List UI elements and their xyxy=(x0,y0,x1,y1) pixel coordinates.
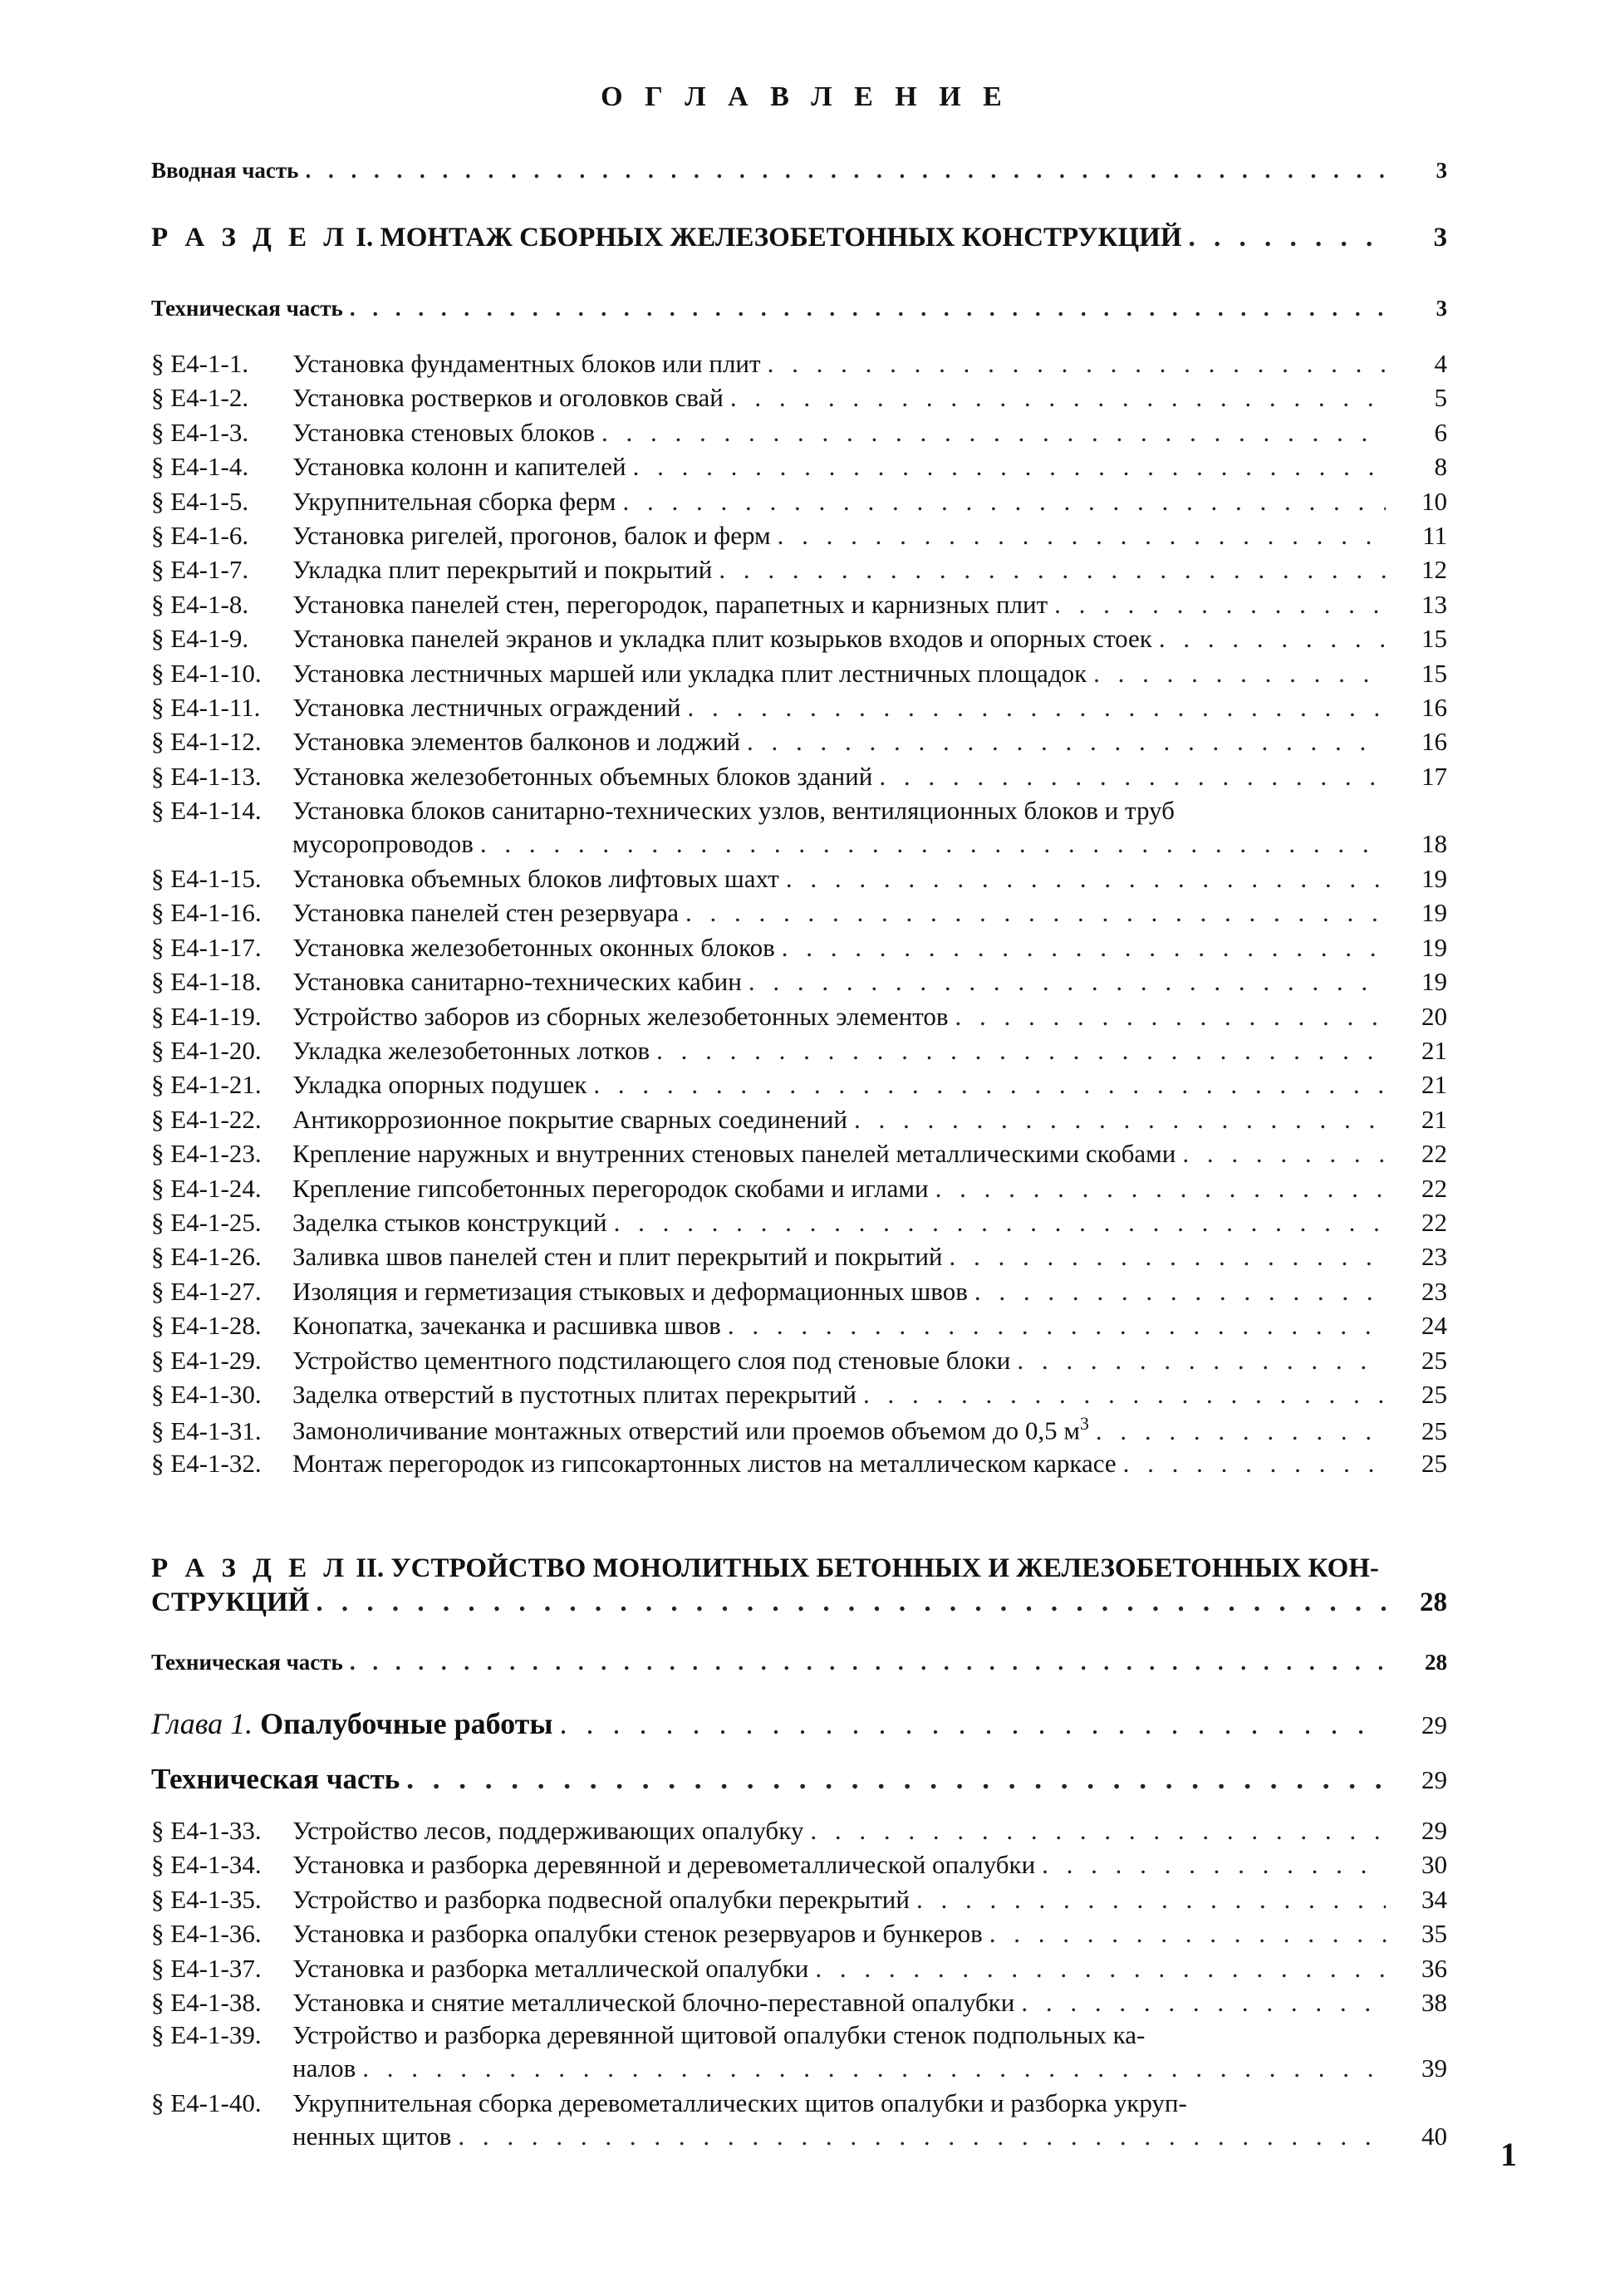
leader-dots xyxy=(559,1706,1386,1741)
toc-page-number: 25 xyxy=(1421,1415,1447,1445)
entry-code: § Е4-1-13. xyxy=(151,761,262,791)
entry-title: Установка и разборка металлической опалубки xyxy=(292,1953,809,1983)
entry-code: § Е4-1-35. xyxy=(151,1884,262,1914)
entry-code: § Е4-1-15. xyxy=(151,864,262,893)
leader-dots xyxy=(633,452,1386,482)
toc-chapter-1[interactable] xyxy=(151,1706,1447,1741)
entry-code: § Е4-1-19. xyxy=(151,1001,262,1031)
entry-code: § Е4-1-3. xyxy=(151,417,249,447)
entry-title: Конопатка, зачеканка и расшивка швов xyxy=(292,1311,721,1341)
toc-entry[interactable] xyxy=(151,1449,1447,1479)
chapter-prefix: Глава 1. xyxy=(151,1707,253,1740)
toc-entry[interactable] xyxy=(151,1919,1447,1949)
toc-page-number: 17 xyxy=(1421,761,1447,791)
entry-title: Укладка плит перекрытий и покрытий xyxy=(292,555,713,585)
leader-dots xyxy=(362,2053,1386,2083)
entry-title-continued: налов xyxy=(292,2053,356,2083)
leader-dots xyxy=(1096,1416,1386,1446)
entry-code: § Е4-1-33. xyxy=(151,1816,262,1845)
entry-title: Установка стеновых блоков xyxy=(292,417,595,447)
entry-title: Установка ригелей, прогонов, балок и ферм xyxy=(292,521,771,550)
toc-entry[interactable] xyxy=(151,418,1447,448)
leader-dots xyxy=(778,521,1386,551)
entry-code: § Е4-1-40. xyxy=(151,2088,262,2117)
leader-dots xyxy=(1123,1449,1386,1479)
leader-dots xyxy=(656,1036,1386,1066)
leader-dots xyxy=(350,296,1386,321)
leader-dots xyxy=(1021,1988,1386,2018)
entry-code: § Е4-1-21. xyxy=(151,1070,262,1100)
leader-dots xyxy=(480,829,1386,859)
chapter-title: Опалубочные работы xyxy=(260,1707,553,1740)
toc-page-number: 25 xyxy=(1421,1448,1447,1478)
leader-dots xyxy=(730,383,1386,413)
entry-code: § Е4-1-31. xyxy=(151,1415,262,1445)
toc-entry[interactable] xyxy=(151,933,1447,963)
entry-code: § Е4-1-38. xyxy=(151,1988,262,2017)
entry-title: Установка панелей экранов и укладка плит козырьков входов и опорных стоек xyxy=(292,624,1152,654)
leader-dots xyxy=(815,1954,1386,1984)
toc-page-number: 22 xyxy=(1421,1208,1447,1237)
entry-title: Укладка опорных подушек xyxy=(292,1070,587,1100)
page-number: 1 xyxy=(1500,2136,1517,2173)
toc-page-number: 25 xyxy=(1421,1345,1447,1375)
leader-dots xyxy=(350,1650,1386,1675)
entry-title: Установка панелей стен резервуара xyxy=(292,898,679,928)
leader-dots xyxy=(935,1174,1386,1204)
entry-code: § Е4-1-1. xyxy=(151,349,249,378)
toc-entry[interactable] xyxy=(151,624,1447,654)
toc-entry[interactable] xyxy=(151,555,1447,585)
entry-code: § Е4-1-20. xyxy=(151,1036,262,1065)
toc-page-number: 24 xyxy=(1421,1311,1447,1341)
entry-code: § Е4-1-6. xyxy=(151,521,249,550)
entry-title: Укрупнительная сборка деревометаллических щитов опалубки и разборка укруп- xyxy=(292,2088,1187,2117)
entry-code: § Е4-1-24. xyxy=(151,1173,262,1203)
entry-code: § Е4-1-17. xyxy=(151,932,262,962)
toc-page-number: 13 xyxy=(1421,589,1447,619)
entry-title: Изоляция и герметизация стыковых и деформационных швов xyxy=(292,1276,968,1306)
leader-dots xyxy=(1189,223,1387,253)
entry-title: Установка колонн и капителей xyxy=(292,452,626,482)
leader-dots xyxy=(1017,1346,1386,1376)
toc-page-number: 16 xyxy=(1421,727,1447,757)
toc-page-number: 22 xyxy=(1421,1173,1447,1203)
toc-page-number: 4 xyxy=(1434,349,1447,378)
leader-dots xyxy=(810,1816,1386,1846)
toc-page-number: 3 xyxy=(1433,223,1447,253)
entry-code: § Е4-1-39. xyxy=(151,2020,262,2049)
entry-code: § Е4-1-11. xyxy=(151,693,261,722)
entry-code: § Е4-1-34. xyxy=(151,1850,262,1880)
leader-dots xyxy=(719,555,1386,585)
section-title: I. МОНТАЖ СБОРНЫХ ЖЕЛЕЗОБЕТОННЫХ КОНСТРУКЦИЙ xyxy=(356,223,1182,253)
entry-title: Установка и снятие металлической блочно-переставной опалубки xyxy=(292,1988,1015,2017)
entry-code: § Е4-1-16. xyxy=(151,898,262,928)
entry-title: Установка объемных блоков лифтовых шахт xyxy=(292,864,779,893)
entry-title: Антикоррозионное покрытие сварных соединений xyxy=(292,1104,848,1134)
leader-dots xyxy=(768,349,1386,379)
entry-title: Установка ростверков и оголовков свай xyxy=(292,383,724,413)
entry-title: Заделка стыков конструкций xyxy=(292,1208,607,1237)
entry-title: Установка санитарно-технических кабин xyxy=(292,967,742,997)
entry-title: Заливка швов панелей стен и плит перекрытий и покрытий xyxy=(292,1242,943,1272)
leader-dots xyxy=(950,1242,1386,1272)
toc-entry[interactable] xyxy=(151,1242,1447,1272)
leader-dots xyxy=(614,1208,1386,1238)
toc-entry[interactable] xyxy=(151,1174,1447,1204)
entry-title: Установка и разборка опалубки стенок резервуаров и бункеров xyxy=(292,1919,983,1949)
toc-entry[interactable] xyxy=(151,727,1447,757)
toc-entry[interactable] xyxy=(151,864,1447,894)
toc-page-number: 38 xyxy=(1421,1988,1447,2017)
entry-code: § Е4-1-27. xyxy=(151,1276,262,1306)
entry-code: § Е4-1-26. xyxy=(151,1242,262,1272)
leader-dots xyxy=(782,933,1386,963)
superscript: 3 xyxy=(1080,1414,1089,1435)
toc-entry[interactable] xyxy=(151,693,1447,723)
entry-title: Монтаж перегородок из гипсокартонных листов на металлическом каркасе xyxy=(292,1448,1117,1478)
toc-technical-part[interactable] xyxy=(151,296,1447,321)
entry-title: Установка и разборка деревянной и деревометаллической опалубки xyxy=(292,1850,1036,1880)
toc-page-number: 15 xyxy=(1421,658,1447,688)
entry-title: Замоноличивание монтажных отверстий или проемов объемом до 0,5 м xyxy=(292,1415,1081,1445)
toc-page-number: 30 xyxy=(1421,1850,1447,1880)
entry-title: Укрупнительная сборка ферм xyxy=(292,486,616,516)
leader-dots xyxy=(749,967,1386,997)
toc-page-number: 29 xyxy=(1421,1710,1447,1739)
entry-title: Крепление наружных и внутренних стеновых панелей металлическими скобами xyxy=(292,1139,1176,1169)
toc-page-number: 21 xyxy=(1421,1104,1447,1134)
toc-entry[interactable] xyxy=(151,1277,1447,1307)
toc-page-number: 34 xyxy=(1421,1884,1447,1914)
toc-technical-label: Техническая часть xyxy=(151,296,343,321)
toc-entry[interactable] xyxy=(151,796,1447,859)
entry-code: § Е4-1-30. xyxy=(151,1380,262,1409)
entry-code: § Е4-1-18. xyxy=(151,967,262,997)
toc-page-number: 3 xyxy=(1436,296,1447,321)
toc-entry[interactable] xyxy=(151,1380,1447,1410)
entry-title: Устройство цементного подстилающего слоя под стеновые блоки xyxy=(292,1345,1011,1375)
entry-title: Устройство лесов, поддерживающих опалубку xyxy=(292,1816,804,1845)
entry-title: Установка элементов балконов и лоджий xyxy=(292,727,740,757)
toc-page-number: 36 xyxy=(1421,1953,1447,1983)
entry-code: § Е4-1-8. xyxy=(151,589,249,619)
leader-dots xyxy=(687,693,1386,723)
leader-dots xyxy=(458,2122,1386,2151)
entry-code: § Е4-1-28. xyxy=(151,1311,262,1341)
toc-entry[interactable] xyxy=(151,1988,1447,2018)
entry-title: Укладка железобетонных лотков xyxy=(292,1036,650,1065)
leader-dots xyxy=(622,487,1386,517)
toc-page-number: 10 xyxy=(1421,486,1447,516)
leader-dots xyxy=(593,1070,1386,1100)
section-prefix: Р А З Д Е Л xyxy=(151,1553,349,1583)
toc-page-number: 15 xyxy=(1421,624,1447,654)
leader-dots xyxy=(854,1105,1386,1135)
toc-intro[interactable] xyxy=(151,158,1447,184)
toc-page-number: 16 xyxy=(1421,693,1447,722)
leader-dots xyxy=(916,1885,1386,1915)
entry-title: Установка железобетонных объемных блоков зданий xyxy=(292,761,873,791)
toc-section-1[interactable] xyxy=(151,223,1447,253)
entry-title: Установка блоков санитарно-технических узлов, вентиляционных блоков и труб xyxy=(292,796,1175,825)
leader-dots xyxy=(747,727,1386,757)
toc-entry[interactable] xyxy=(151,521,1447,551)
toc-page-number: 28 xyxy=(1420,1587,1447,1617)
toc-intro-label: Вводная часть xyxy=(151,158,299,183)
entry-code: § Е4-1-7. xyxy=(151,555,249,585)
toc-page-number: 23 xyxy=(1421,1242,1447,1272)
section-title: II. УСТРОЙСТВО МОНОЛИТНЫХ БЕТОННЫХ И ЖЕЛЕЗОБЕТОННЫХ КОН- xyxy=(356,1553,1379,1583)
entry-code: § Е4-1-5. xyxy=(151,486,249,516)
entry-code: § Е4-1-37. xyxy=(151,1953,262,1983)
toc-page-number: 29 xyxy=(1421,1765,1447,1794)
toc-page-number: 23 xyxy=(1421,1276,1447,1306)
toc-page-number: 3 xyxy=(1436,158,1447,183)
entry-title: Установка лестничных маршей или укладка плит лестничных площадок xyxy=(292,658,1087,688)
toc-entry[interactable] xyxy=(151,383,1447,413)
toc-entry[interactable] xyxy=(151,1105,1447,1135)
leader-dots xyxy=(863,1380,1386,1410)
leader-dots xyxy=(305,158,1386,184)
toc-page-number: 21 xyxy=(1421,1036,1447,1065)
toc-page-number: 39 xyxy=(1421,2053,1447,2083)
toc-technical-part-2[interactable] xyxy=(151,1650,1447,1675)
toc-entry[interactable] xyxy=(151,1954,1447,1984)
entry-title-continued: мусоропроводов xyxy=(292,829,474,858)
toc-entry[interactable] xyxy=(151,2088,1447,2151)
toc-entry[interactable] xyxy=(151,1850,1447,1880)
toc-page-number: 22 xyxy=(1421,1139,1447,1169)
entry-title: Установка лестничных ограждений xyxy=(292,693,681,722)
entry-title: Заделка отверстий в пустотных плитах перекрытий xyxy=(292,1380,857,1409)
toc-entry[interactable] xyxy=(151,1002,1447,1032)
leader-dots xyxy=(989,1919,1386,1949)
leader-dots xyxy=(786,864,1386,894)
section-title-continued: СТРУКЦИЙ xyxy=(151,1587,310,1617)
entry-code: § Е4-1-14. xyxy=(151,796,262,825)
section-prefix: Р А З Д Е Л xyxy=(151,223,349,253)
toc-page-number: 19 xyxy=(1421,864,1447,893)
leader-dots xyxy=(1042,1850,1386,1880)
leader-dots xyxy=(1054,590,1386,620)
toc-technical-label: Техническая часть xyxy=(151,1650,343,1675)
toc-entry[interactable] xyxy=(151,1311,1447,1341)
toc-page-number: 19 xyxy=(1421,932,1447,962)
toc-page-number: 6 xyxy=(1434,417,1447,447)
toc-section-2[interactable] xyxy=(151,1553,1447,1618)
entry-title: Установка железобетонных оконных блоков xyxy=(292,932,775,962)
toc-page-number: 19 xyxy=(1421,967,1447,997)
entry-title: Устройство и разборка деревянной щитовой опалубки стенок подпольных ка- xyxy=(292,2020,1146,2049)
toc-entry[interactable] xyxy=(151,762,1447,792)
toc-page-number: 12 xyxy=(1421,555,1447,585)
toc-page-number: 11 xyxy=(1422,521,1447,550)
entry-code: § Е4-1-22. xyxy=(151,1104,262,1134)
entry-code: § Е4-1-4. xyxy=(151,452,249,482)
toc-entry[interactable] xyxy=(151,1885,1447,1915)
entry-title: Устройство заборов из сборных железобетонных элементов xyxy=(292,1001,949,1031)
entry-code: § Е4-1-12. xyxy=(151,727,262,757)
toc-page-number: 40 xyxy=(1421,2122,1447,2151)
leader-dots xyxy=(601,418,1386,448)
entry-code: § Е4-1-9. xyxy=(151,624,249,654)
toc-page-number: 28 xyxy=(1425,1650,1447,1675)
entry-code: § Е4-1-25. xyxy=(151,1208,262,1237)
toc-entry[interactable] xyxy=(151,1036,1447,1066)
toc-page-number: 35 xyxy=(1421,1919,1447,1949)
leader-dots xyxy=(955,1002,1387,1032)
entry-title: Устройство и разборка подвесной опалубки перекрытий xyxy=(292,1884,910,1914)
entry-title: Крепление гипсобетонных перегородок скобами и иглами xyxy=(292,1173,929,1203)
toc-entry[interactable] xyxy=(151,1414,1447,1445)
toc-entry[interactable] xyxy=(151,452,1447,482)
leader-dots xyxy=(1159,624,1386,654)
leader-dots xyxy=(685,898,1386,928)
entry-code: § Е4-1-2. xyxy=(151,383,249,413)
leader-dots xyxy=(1182,1139,1386,1169)
toc-entry[interactable] xyxy=(151,659,1447,689)
entry-code: § Е4-1-36. xyxy=(151,1919,262,1949)
toc-entry[interactable] xyxy=(151,898,1447,928)
toc-page-number: 18 xyxy=(1421,829,1447,858)
toc-page-number: 21 xyxy=(1421,1070,1447,1100)
toc-page-number: 5 xyxy=(1434,383,1447,413)
entry-code: § Е4-1-23. xyxy=(151,1139,262,1169)
leader-dots xyxy=(406,1763,1386,1796)
leader-dots xyxy=(1093,659,1386,689)
leader-dots xyxy=(316,1587,1386,1618)
toc-entry[interactable] xyxy=(151,349,1447,379)
toc-entry[interactable] xyxy=(151,1208,1447,1238)
toc-entry[interactable] xyxy=(151,2020,1447,2083)
leader-dots xyxy=(974,1277,1386,1307)
leader-dots xyxy=(879,762,1386,792)
toc-entry[interactable] xyxy=(151,1139,1447,1169)
entry-title: Установка панелей стен, перегородок, парапетных и карнизных плит xyxy=(292,589,1048,619)
entry-code: § Е4-1-32. xyxy=(151,1448,262,1478)
entry-title-continued: ненных щитов xyxy=(292,2122,452,2151)
toc-entry[interactable] xyxy=(151,1346,1447,1376)
toc-entry[interactable] xyxy=(151,967,1447,997)
toc-technical-part-3[interactable] xyxy=(151,1763,1447,1796)
leader-dots xyxy=(728,1311,1386,1341)
page-title: О Г Л А В Л Е Н И Е xyxy=(601,81,1009,112)
entry-code: § Е4-1-29. xyxy=(151,1345,262,1375)
toc-page-number: 8 xyxy=(1434,452,1447,482)
toc-technical-label: Техническая часть xyxy=(151,1763,400,1795)
toc-page-number: 29 xyxy=(1421,1816,1447,1845)
toc-entry[interactable] xyxy=(151,590,1447,620)
entry-title: Установка фундаментных блоков или плит xyxy=(292,349,761,378)
toc-page-number: 20 xyxy=(1421,1001,1447,1031)
toc-page-number: 19 xyxy=(1421,898,1447,928)
toc-page-number: 25 xyxy=(1421,1380,1447,1409)
toc-entry[interactable] xyxy=(151,487,1447,517)
toc-entry[interactable] xyxy=(151,1816,1447,1846)
entry-code: § Е4-1-10. xyxy=(151,658,262,688)
toc-entry[interactable] xyxy=(151,1070,1447,1100)
